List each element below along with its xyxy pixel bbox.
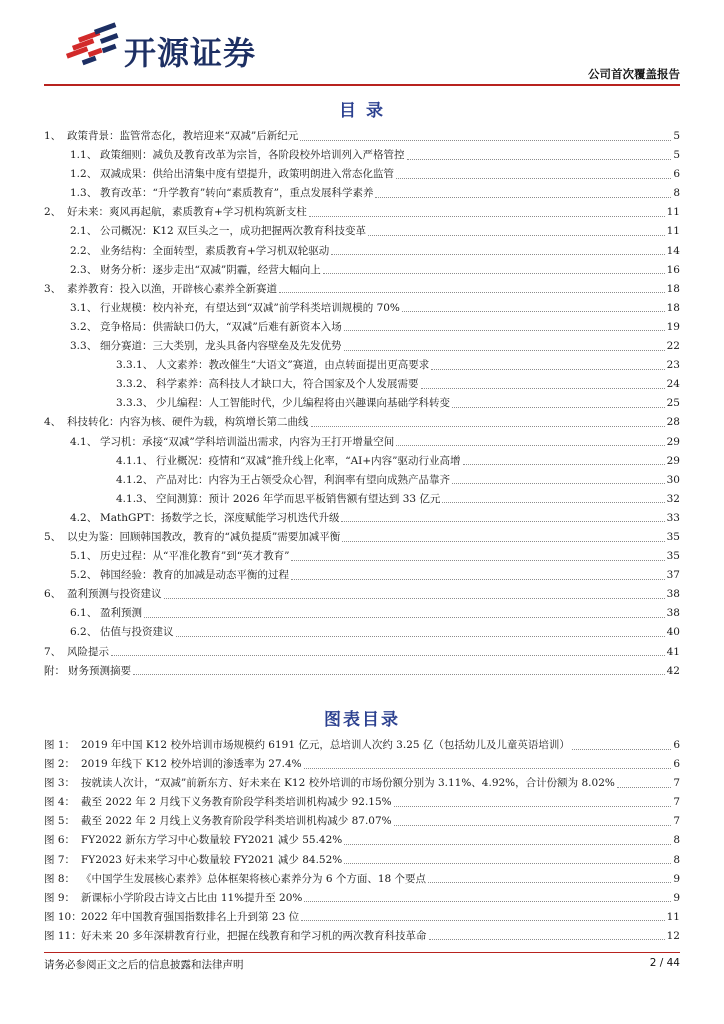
entry-page: 11	[666, 206, 680, 219]
dot-leader	[311, 425, 665, 427]
toc-entry[interactable]	[44, 413, 680, 432]
entry-text: 《中国学生发展核心素养》总体框架将核心素养分为 6 个方面、18 个要点	[81, 872, 427, 885]
entry-num: 附：	[44, 664, 65, 677]
entry-num: 6.1、	[70, 607, 98, 620]
entry-page: 12	[666, 929, 680, 942]
figure-list	[44, 736, 680, 946]
dot-leader	[572, 748, 671, 750]
entry-page: 23	[666, 359, 680, 372]
entry-text: 风险提示	[67, 645, 109, 658]
entry-text: 估值与投资建议	[100, 626, 174, 639]
entry-page: 8	[673, 834, 680, 847]
dot-leader	[323, 272, 665, 274]
entry-page: 19	[666, 320, 680, 333]
dot-leader	[452, 482, 665, 484]
dot-leader	[301, 919, 665, 921]
entry-text: 业务结构：全面转型，素质教育+学习机双轮驱动	[100, 244, 330, 257]
entry-num: 5.1、	[70, 550, 98, 563]
logo-text: 开源证券	[124, 34, 257, 72]
dot-leader	[144, 616, 665, 618]
entry-page: 11	[666, 225, 680, 238]
dot-leader	[394, 824, 672, 826]
toc-entry[interactable]	[44, 509, 680, 528]
toc-entry[interactable]	[44, 604, 680, 623]
entry-num: 1.1、	[70, 149, 98, 162]
dot-leader	[396, 177, 671, 179]
entry-num: 1.3、	[70, 187, 98, 200]
entry-num: 2.1、	[70, 225, 98, 238]
toc-entry[interactable]	[44, 242, 680, 261]
entry-num: 3.1、	[70, 301, 98, 314]
dot-leader	[331, 253, 664, 255]
entry-num: 图 2：	[44, 758, 76, 771]
toc-entry[interactable]	[44, 261, 680, 280]
entry-page: 33	[666, 511, 680, 524]
toc-entry[interactable]	[44, 452, 680, 471]
entry-text: 政策细则：减负及教育改革为宗旨，各阶段校外培训列入严格管控	[100, 149, 405, 162]
entry-text: 好未来：爽风再起航，素质教育+学习机构筑新支柱	[67, 206, 307, 219]
toc-entry[interactable]	[44, 585, 680, 604]
toc-entry[interactable]	[44, 337, 680, 356]
entry-text: 财务分析：逐步走出“双减”阴霾，经营大幅向上	[100, 263, 321, 276]
entry-num: 3、	[44, 282, 62, 295]
entry-num: 5、	[44, 530, 62, 543]
dot-leader	[375, 196, 671, 198]
toc-entry[interactable]	[44, 127, 680, 146]
entry-text: 人文素养：教改催生“大语文”赛道，由点转面提出更高要求	[156, 359, 430, 372]
dot-leader	[344, 843, 671, 845]
entry-text: MathGPT：扬数学之长，深度赋能学习机迭代升级	[100, 511, 340, 524]
footer-disclaimer: 请务必参阅正文之后的信息披露和法律声明	[44, 959, 244, 971]
toc-entry[interactable]	[44, 547, 680, 566]
entry-text: 2019 年中国 K12 校外培训市场规模约 6191 亿元，总培训人次约 3.25 亿（包括幼儿及儿童英语培训）	[81, 739, 570, 751]
entry-num: 3.2、	[70, 320, 98, 333]
entry-page: 41	[666, 645, 680, 658]
dot-leader	[428, 881, 671, 883]
toc-entry[interactable]	[44, 471, 680, 490]
entry-text: 科技转化：内容为核、硬件为载，构筑增长第二曲线	[67, 416, 309, 429]
dot-leader	[291, 578, 665, 580]
dot-leader	[304, 900, 671, 902]
dot-leader	[452, 406, 665, 408]
entry-page: 42	[666, 664, 680, 677]
entry-text: 公司概况：K12 双巨头之一，成功把握两次教育科技变革	[100, 225, 367, 238]
entry-page: 29	[666, 454, 680, 467]
toc-title: 目 录	[339, 101, 385, 121]
entry-page: 22	[666, 340, 680, 353]
entry-num: 3.3.3、	[116, 397, 154, 410]
entry-text: 盈利预测	[100, 607, 142, 620]
toc-entry[interactable]	[44, 318, 680, 337]
dot-leader	[368, 234, 665, 236]
header-divider	[44, 84, 680, 86]
entry-text: 截至 2022 年 2 月线上义务教育阶段学科类培训机构减少 87.07%	[81, 815, 392, 828]
entry-num: 7、	[44, 645, 62, 658]
toc-entry[interactable]	[44, 299, 680, 318]
page-number: 2 / 44	[649, 957, 680, 969]
entry-num: 2.3、	[70, 263, 98, 276]
entry-text: 教育改革：“升学教育”转向“素质教育”，重点发展科学素养	[100, 187, 374, 200]
entry-text: 双减成果：供给出清集中度有望提升，政策明朗进入常态化监管	[100, 168, 394, 181]
figure-entry[interactable]	[44, 755, 680, 774]
entry-text: 盈利预测与投资建议	[67, 588, 162, 601]
entry-num: 图 5：	[44, 815, 76, 828]
toc-entry[interactable]	[44, 528, 680, 547]
entry-text: 产品对比：内容为王占领受众心智，利润率有望向成熟产品靠齐	[156, 473, 450, 486]
entry-page: 35	[666, 550, 680, 563]
entry-text: 历史过程：从“平准化教育”到“英才教育”	[100, 550, 290, 563]
entry-page: 6	[673, 168, 680, 181]
dot-leader	[429, 938, 665, 940]
entry-page: 7	[673, 796, 680, 809]
entry-num: 1、	[44, 130, 62, 142]
dot-leader	[394, 805, 672, 807]
figure-entry[interactable]	[44, 831, 680, 850]
entry-num: 2.2、	[70, 244, 98, 257]
toc-entry[interactable]	[44, 394, 680, 413]
entry-text: 政策背景：监管常态化，教培迎来“双减”后新纪元	[67, 130, 299, 142]
dot-leader	[279, 291, 665, 293]
entry-text: 财务预测摘要	[68, 664, 131, 677]
dot-leader	[291, 559, 664, 561]
entry-num: 4、	[44, 416, 62, 429]
entry-num: 图 1：	[44, 739, 76, 751]
entry-num: 4.1.1、	[116, 454, 154, 467]
entry-text: 素养教育：投入以渔，开辟核心素养全新赛道	[67, 282, 277, 295]
entry-num: 图 8：	[44, 872, 76, 885]
dot-leader	[344, 862, 671, 864]
entry-text: FY2022 新东方学习中心数量较 FY2021 减少 55.42%	[81, 834, 343, 847]
dot-leader	[431, 368, 664, 370]
toc-entry[interactable]	[44, 165, 680, 184]
entry-num: 3.3.2、	[116, 378, 154, 391]
entry-num: 1.2、	[70, 168, 98, 181]
dot-leader	[164, 597, 665, 599]
entry-num: 图 11：	[44, 929, 82, 942]
toc-entry[interactable]	[44, 490, 680, 509]
dot-leader	[342, 540, 664, 542]
entry-page: 6	[673, 758, 680, 771]
figure-entry[interactable]	[44, 812, 680, 831]
entry-text: 韩国经验：教育的加减是动态平衡的过程	[100, 569, 289, 582]
entry-page: 38	[666, 588, 680, 601]
entry-page: 30	[666, 473, 680, 486]
entry-text: 2022 年中国教育强国指数排名上升到第 23 位	[81, 910, 300, 923]
entry-num: 4.2、	[70, 511, 98, 524]
entry-page: 29	[666, 435, 680, 448]
dot-leader	[341, 520, 664, 522]
figure-entry[interactable]	[44, 736, 680, 755]
entry-text: 按就读人次计，“双减”前新东方、好未来在 K12 校外培训的市场份额分别为 3.11%、4.92%，合计份额为 8.02%	[81, 777, 615, 790]
dot-leader	[421, 387, 665, 389]
toc-entry[interactable]	[44, 280, 680, 299]
entry-page: 18	[666, 282, 680, 295]
entry-page: 7	[673, 777, 680, 790]
toc-entry[interactable]	[44, 146, 680, 165]
dot-leader	[402, 310, 665, 312]
dot-leader	[617, 786, 671, 788]
entry-page: 38	[666, 607, 680, 620]
entry-num: 3.3.1、	[116, 359, 154, 372]
toc-entry[interactable]	[44, 433, 680, 452]
entry-text: 行业概况：疫情和“双减”推升线上化率，“AI+内容”驱动行业高增	[156, 454, 461, 467]
entry-text: 空间测算：预计 2026 年学而思平板销售额有望达到 33 亿元	[156, 492, 441, 505]
entry-num: 图 3：	[44, 777, 76, 790]
dot-leader	[300, 139, 671, 141]
entry-num: 6.2、	[70, 626, 98, 639]
dot-leader	[176, 635, 665, 637]
entry-text: 好未来 20 多年深耕教育行业，把握在线教育和学习机的两次教育科技革命	[81, 929, 427, 942]
figure-entry[interactable]	[44, 774, 680, 793]
dot-leader	[133, 673, 665, 675]
entry-num: 6、	[44, 588, 62, 601]
entry-num: 4.1、	[70, 435, 98, 448]
dot-leader	[396, 444, 664, 446]
entry-page: 11	[666, 910, 680, 923]
entry-page: 5	[673, 130, 680, 142]
entry-text: 2019 年线下 K12 校外培训的渗透率为 27.4%	[81, 758, 302, 771]
entry-page: 25	[666, 397, 680, 410]
toc-entry[interactable]	[44, 643, 680, 662]
dot-leader	[304, 767, 672, 769]
toc-entry[interactable]	[44, 222, 680, 241]
entry-text: 细分赛道：三大类别，龙头具备内容壁垒及先发优势	[100, 340, 342, 353]
entry-num: 图 4：	[44, 796, 76, 809]
entry-text: 截至 2022 年 2 月线下义务教育阶段学科类培训机构减少 92.15%	[81, 796, 392, 809]
entry-text: 学习机：承接“双减”学科培训溢出需求，内容为王打开增量空间	[100, 435, 395, 448]
toc-entry[interactable]	[44, 184, 680, 203]
figure-entry[interactable]	[44, 793, 680, 812]
toc-entry[interactable]	[44, 203, 680, 222]
entry-page: 6	[673, 739, 680, 751]
entry-page: 37	[666, 569, 680, 582]
entry-text: 新课标小学阶段古诗文占比由 11%提升至 20%	[81, 891, 303, 904]
entry-num: 2、	[44, 206, 62, 219]
footer-divider	[44, 952, 680, 953]
entry-page: 9	[673, 872, 680, 885]
page-header	[0, 0, 724, 90]
dot-leader	[309, 215, 665, 217]
toc-list	[44, 127, 680, 681]
entry-page: 35	[666, 530, 680, 543]
entry-text: 科学素养：高科技人才缺口大，符合国家及个人发展需要	[156, 378, 419, 391]
figure-entry[interactable]	[44, 889, 680, 908]
entry-page: 14	[666, 244, 680, 257]
figure-entry[interactable]	[44, 870, 680, 889]
entry-num: 3.3、	[70, 340, 98, 353]
dot-leader	[407, 158, 672, 160]
entry-text: 竞争格局：供需缺口仍大，“双减”后难有新资本入场	[100, 320, 342, 333]
entry-num: 图 6：	[44, 834, 76, 847]
entry-page: 7	[673, 815, 680, 828]
entry-text: 行业规模：校内补充，有望达到“双减”前学科类培训规模的 70%	[100, 301, 400, 314]
figure-entry[interactable]	[44, 927, 680, 946]
dot-leader	[463, 463, 665, 465]
entry-text: FY2023 好未来学习中心数量较 FY2021 减少 84.52%	[81, 853, 343, 866]
entry-page: 8	[673, 187, 680, 200]
entry-page: 8	[673, 853, 680, 866]
report-type-label: 公司首次覆盖报告	[588, 67, 680, 81]
entry-num: 4.1.2、	[116, 473, 154, 486]
entry-page: 28	[666, 416, 680, 429]
toc-entry[interactable]	[44, 356, 680, 375]
toc-entry[interactable]	[44, 375, 680, 394]
entry-page: 32	[666, 492, 680, 505]
dot-leader	[111, 654, 665, 656]
dot-leader	[344, 349, 665, 351]
entry-num: 图 10：	[44, 910, 82, 923]
dot-leader	[442, 501, 664, 503]
toc-entry[interactable]	[44, 566, 680, 585]
entry-page: 24	[666, 378, 680, 391]
entry-num: 图 9：	[44, 891, 76, 904]
entry-page: 9	[673, 891, 680, 904]
entry-page: 5	[673, 149, 680, 162]
entry-num: 图 7：	[44, 853, 76, 866]
toc-entry[interactable]	[44, 662, 680, 681]
figure-entry[interactable]	[44, 908, 680, 927]
toc-entry[interactable]	[44, 623, 680, 642]
entry-text: 以史为鉴：回顾韩国教改，教育的“减负提质”需要加减平衡	[67, 530, 341, 543]
entry-num: 4.1.3、	[116, 492, 154, 505]
figure-entry[interactable]	[44, 851, 680, 870]
entry-text: 少儿编程：人工智能时代，少儿编程将由兴趣课向基础学科转变	[156, 397, 450, 410]
entry-num: 5.2、	[70, 569, 98, 582]
dot-leader	[344, 329, 665, 331]
entry-page: 18	[666, 301, 680, 314]
entry-page: 16	[666, 263, 680, 276]
entry-page: 40	[666, 626, 680, 639]
figures-title: 图表目录	[324, 710, 400, 730]
